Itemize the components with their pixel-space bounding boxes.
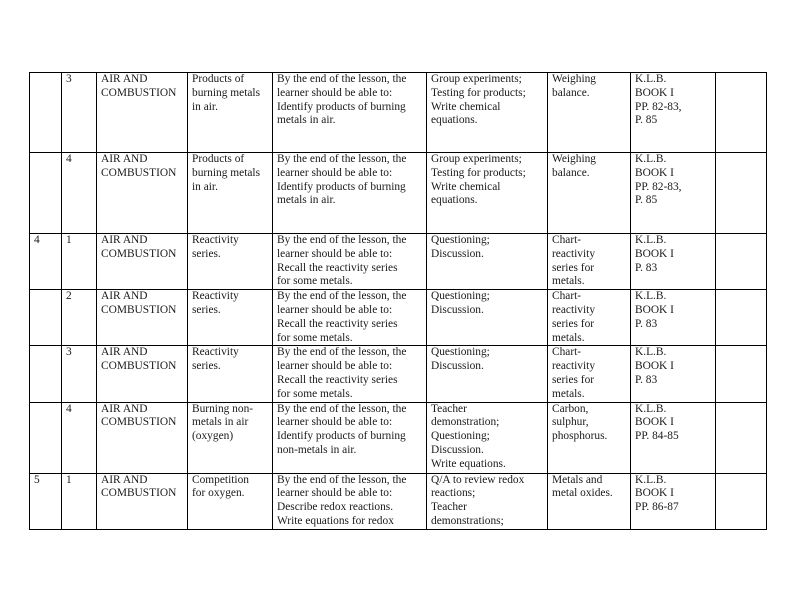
resources-cell: Chart- reactivity series for metals.: [548, 346, 631, 402]
objectives-cell: By the end of the lesson, the learner should be able to: Recall the reactivity series for some metals.: [273, 346, 427, 402]
resources-cell: Carbon, sulphur, phosphorus.: [548, 402, 631, 473]
remarks-cell: [716, 73, 767, 153]
references-cell: K.L.B. BOOK I PP. 82-83, P. 85: [631, 153, 716, 234]
objectives-cell: By the end of the lesson, the learner should be able to: Identify products of burning metals in air.: [273, 73, 427, 153]
topic-cell: AIR AND COMBUSTION: [97, 234, 188, 290]
week-cell: [30, 153, 62, 234]
topic-cell: AIR AND COMBUSTION: [97, 473, 188, 529]
objectives-cell: By the end of the lesson, the learner should be able to: Identify products of burning metals in air.: [273, 153, 427, 234]
week-cell: 5: [30, 473, 62, 529]
activities-cell: Questioning; Discussion.: [427, 234, 548, 290]
activities-cell: Q/A to review redox reactions; Teacher demonstrations;: [427, 473, 548, 529]
subtopic-cell: Reactivity series.: [188, 290, 273, 346]
objectives-cell: By the end of the lesson, the learner should be able to: Describe redox reactions. Write equations for redox: [273, 473, 427, 529]
week-cell: [30, 290, 62, 346]
references-cell: K.L.B. BOOK I P. 83: [631, 346, 716, 402]
subtopic-cell: Reactivity series.: [188, 234, 273, 290]
references-cell: K.L.B. BOOK I PP. 82-83, P. 85: [631, 73, 716, 153]
topic-cell: AIR AND COMBUSTION: [97, 346, 188, 402]
objectives-cell: By the end of the lesson, the learner should be able to: Recall the reactivity series for some metals.: [273, 290, 427, 346]
week-cell: 4: [30, 234, 62, 290]
subtopic-cell: Competition for oxygen.: [188, 473, 273, 529]
objectives-cell: By the end of the lesson, the learner should be able to: Identify products of burning non-metals in air.: [273, 402, 427, 473]
lesson-cell: 1: [62, 234, 97, 290]
subtopic-cell: Products of burning metals in air.: [188, 153, 273, 234]
objectives-cell: By the end of the lesson, the learner should be able to: Recall the reactivity series for some metals.: [273, 234, 427, 290]
table-row: [30, 234, 767, 290]
week-cell: [30, 402, 62, 473]
activities-cell: Teacher demonstration; Questioning; Discussion. Write equations.: [427, 402, 548, 473]
resources-cell: Weighing balance.: [548, 153, 631, 234]
references-cell: K.L.B. BOOK I P. 83: [631, 290, 716, 346]
lesson-cell: 1: [62, 473, 97, 529]
resources-cell: Chart- reactivity series for metals.: [548, 234, 631, 290]
remarks-cell: [716, 153, 767, 234]
table-row: [30, 153, 767, 234]
table-row: [30, 346, 767, 402]
references-cell: K.L.B. BOOK I PP. 84-85: [631, 402, 716, 473]
lesson-cell: 3: [62, 346, 97, 402]
remarks-cell: [716, 473, 767, 529]
week-cell: [30, 73, 62, 153]
remarks-cell: [716, 234, 767, 290]
subtopic-cell: Reactivity series.: [188, 346, 273, 402]
resources-cell: Chart- reactivity series for metals.: [548, 290, 631, 346]
topic-cell: AIR AND COMBUSTION: [97, 153, 188, 234]
remarks-cell: [716, 290, 767, 346]
topic-cell: AIR AND COMBUSTION: [97, 402, 188, 473]
activities-cell: Questioning; Discussion.: [427, 346, 548, 402]
remarks-cell: [716, 346, 767, 402]
references-cell: K.L.B. BOOK I P. 83: [631, 234, 716, 290]
activities-cell: Group experiments; Testing for products; Write chemical equations.: [427, 153, 548, 234]
table-row: [30, 473, 767, 529]
week-cell: [30, 346, 62, 402]
table-row: [30, 290, 767, 346]
lesson-cell: 4: [62, 402, 97, 473]
lesson-cell: 3: [62, 73, 97, 153]
remarks-cell: [716, 402, 767, 473]
lesson-cell: 4: [62, 153, 97, 234]
scheme-of-work-table: [29, 72, 767, 530]
subtopic-cell: Products of burning metals in air.: [188, 73, 273, 153]
activities-cell: Questioning; Discussion.: [427, 290, 548, 346]
lesson-cell: 2: [62, 290, 97, 346]
table-row: [30, 402, 767, 473]
references-cell: K.L.B. BOOK I PP. 86-87: [631, 473, 716, 529]
topic-cell: AIR AND COMBUSTION: [97, 290, 188, 346]
topic-cell: AIR AND COMBUSTION: [97, 73, 188, 153]
table-row: [30, 73, 767, 153]
subtopic-cell: Burning non- metals in air (oxygen): [188, 402, 273, 473]
resources-cell: Metals and metal oxides.: [548, 473, 631, 529]
resources-cell: Weighing balance.: [548, 73, 631, 153]
activities-cell: Group experiments; Testing for products; Write chemical equations.: [427, 73, 548, 153]
